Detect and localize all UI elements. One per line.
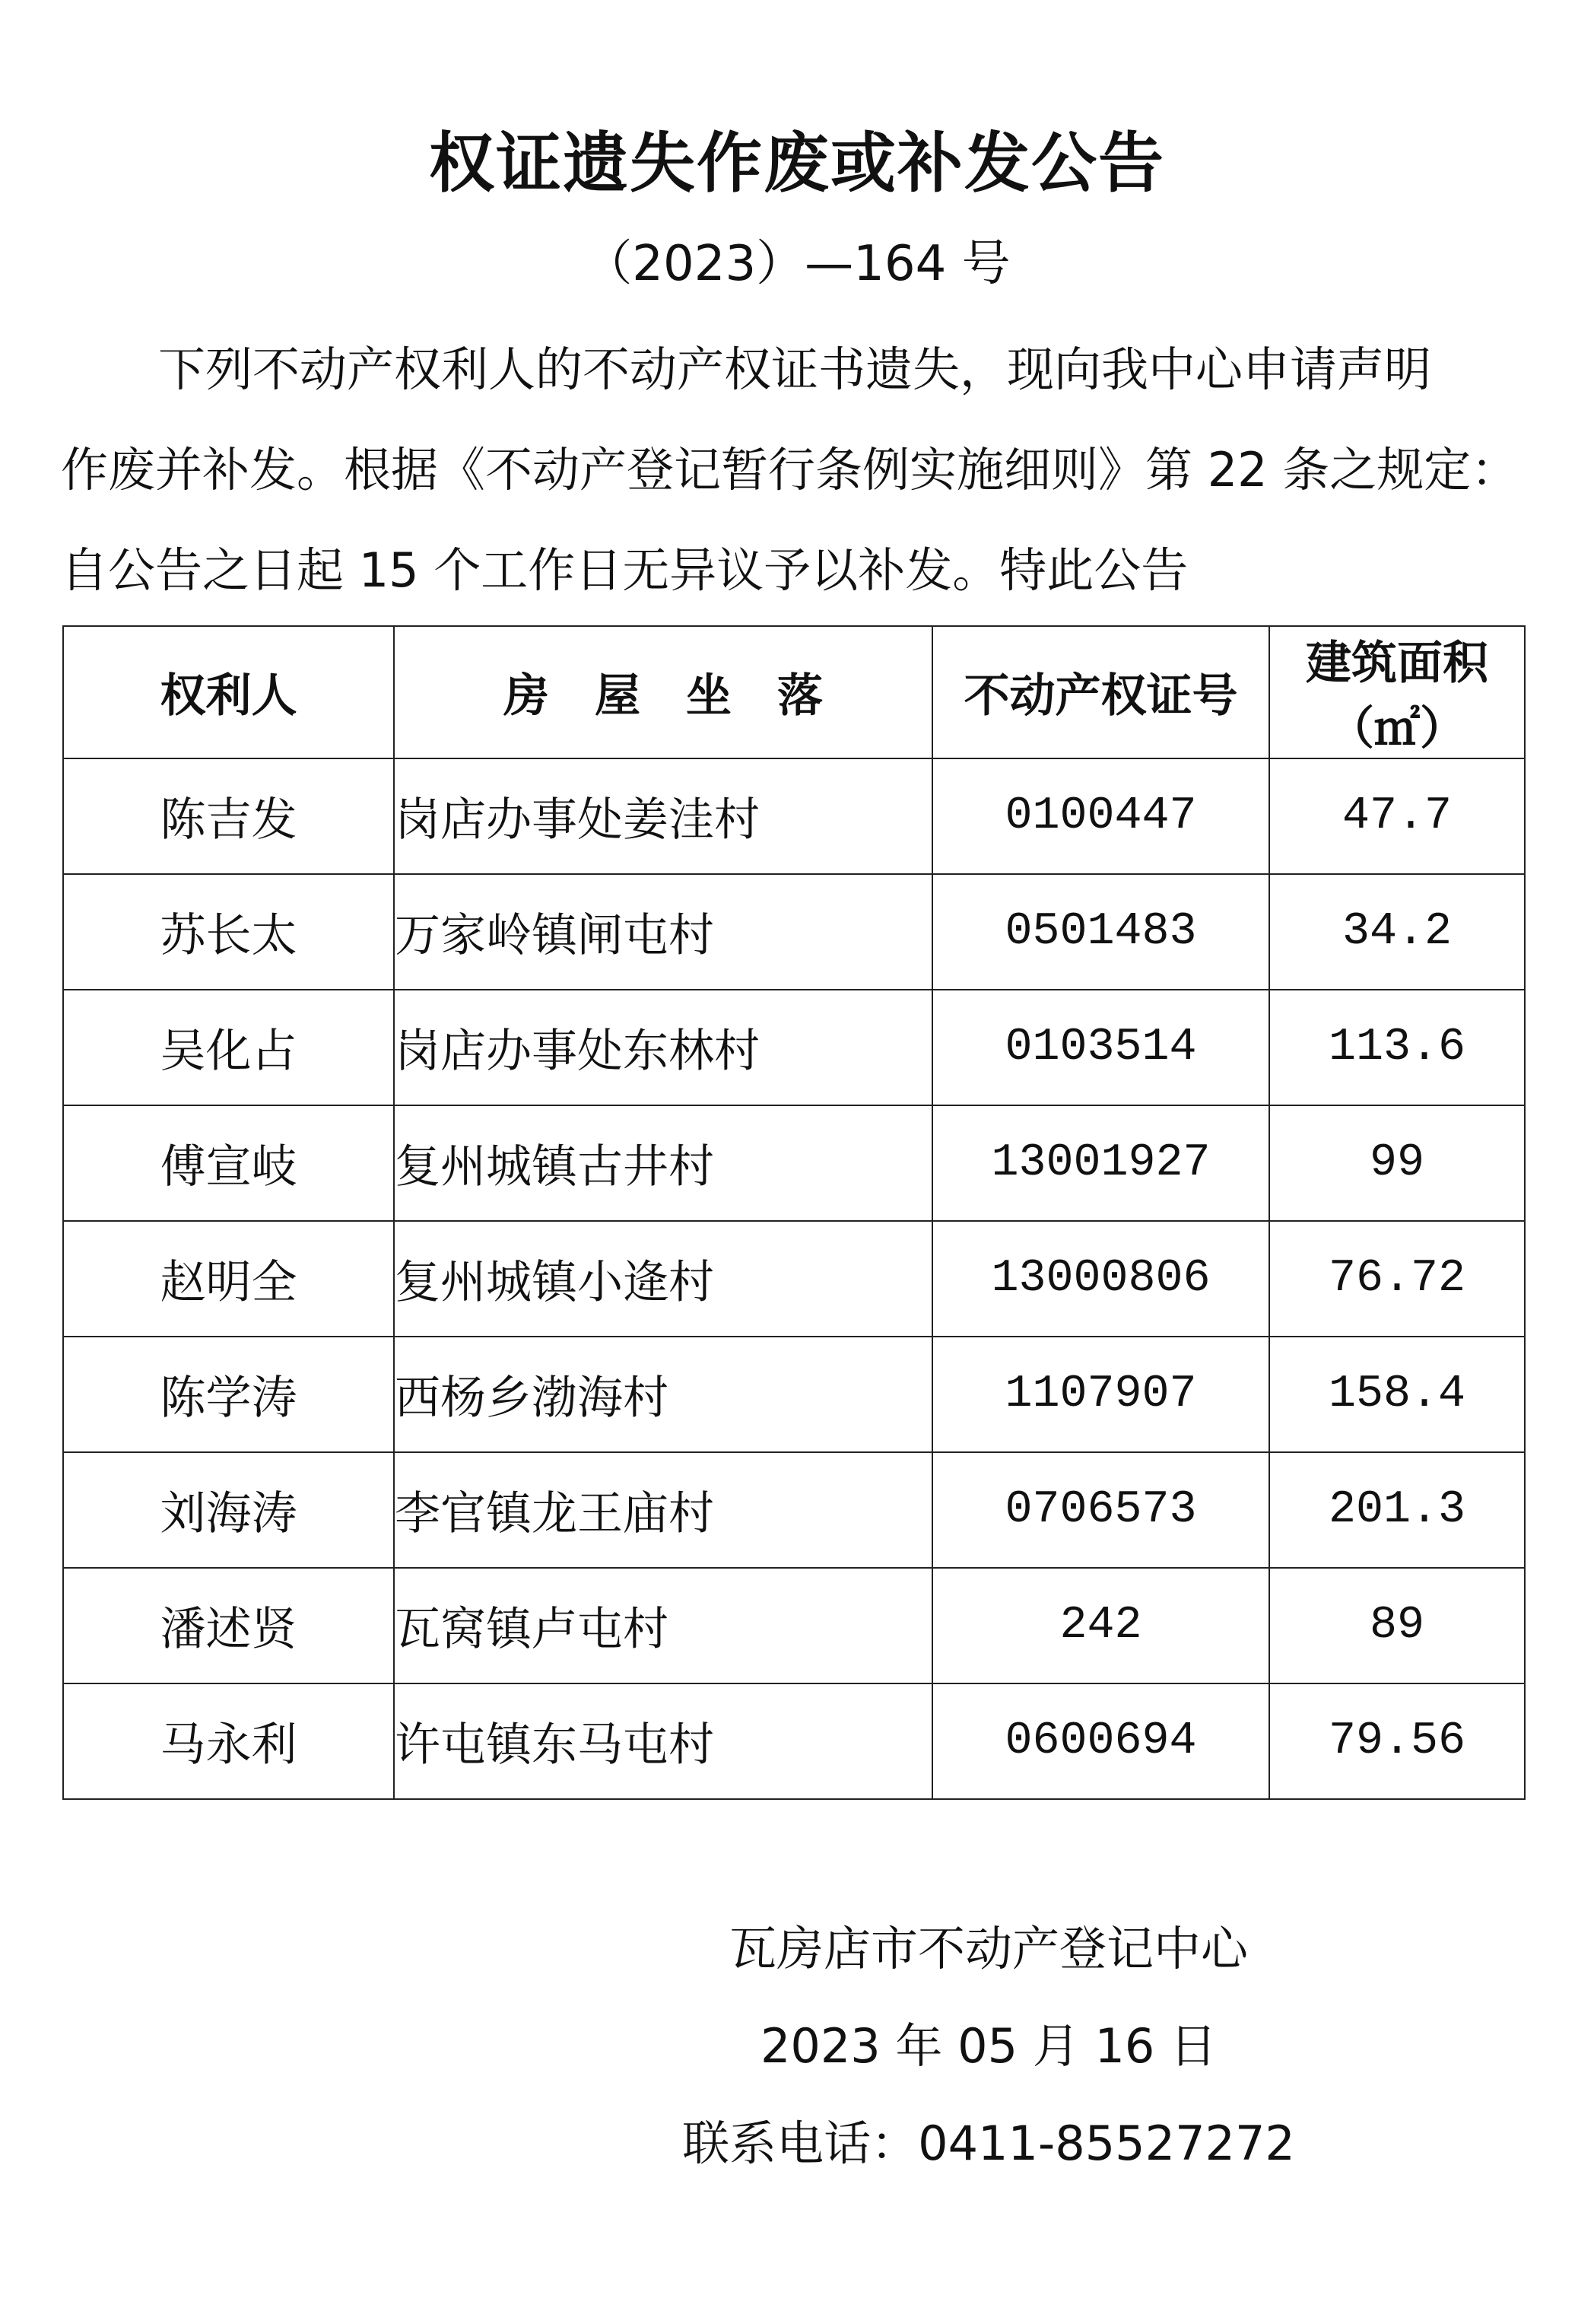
issue-date: 2023 年 05 月 16 日 — [760, 2018, 1218, 2074]
owner-cell: 傅宣岐 — [63, 1105, 394, 1221]
owner-cell: 赵明全 — [63, 1221, 394, 1337]
owner-cell: 苏长太 — [63, 874, 394, 990]
cert-no-cell: 0600694 — [932, 1683, 1269, 1799]
location-cell: 西杨乡渤海村 — [394, 1337, 932, 1452]
issuing-organization: 瓦房店市不动产登记中心 — [729, 1921, 1248, 1976]
cert-no-cell: 1107907 — [932, 1337, 1269, 1452]
table-row — [63, 1568, 1525, 1683]
area-cell: 47.7 — [1269, 758, 1525, 874]
area-cell: 79.56 — [1269, 1683, 1525, 1799]
owner-cell: 陈吉发 — [63, 758, 394, 874]
location-cell: 许屯镇东马屯村 — [394, 1683, 932, 1799]
area-cell: 158.4 — [1269, 1337, 1525, 1452]
header-area-label: 建筑面积 — [1306, 637, 1488, 690]
table-row — [63, 1683, 1525, 1799]
location-cell: 复州城镇小逄村 — [394, 1221, 932, 1337]
area-cell: 89 — [1269, 1568, 1525, 1683]
location-cell: 瓦窝镇卢屯村 — [394, 1568, 932, 1683]
owner-cell: 吴化占 — [63, 990, 394, 1105]
area-cell: 34.2 — [1269, 874, 1525, 990]
owner-cell: 马永利 — [63, 1683, 394, 1799]
area-cell: 113.6 — [1269, 990, 1525, 1105]
table-header-row — [63, 626, 1525, 758]
table-row — [63, 1337, 1525, 1452]
table-row — [63, 1221, 1525, 1337]
header-owner: 权利人 — [63, 626, 394, 758]
location-cell: 万家岭镇闸屯村 — [394, 874, 932, 990]
header-area-unit: （㎡） — [1329, 702, 1465, 755]
cert-no-cell: 0103514 — [932, 990, 1269, 1105]
location-cell: 李官镇龙王庙村 — [394, 1452, 932, 1568]
document-number: （2023）—164 号 — [583, 236, 1011, 292]
location-cell: 岗店办事处姜洼村 — [394, 758, 932, 874]
header-cert-no: 不动产权证号 — [932, 626, 1269, 758]
area-cell: 99 — [1269, 1105, 1525, 1221]
body-line-2: 作废并补发。根据《不动产登记暂行条例实施细则》第 22 条之规定： — [61, 442, 1519, 498]
table-row — [63, 990, 1525, 1105]
location-cell: 复州城镇古井村 — [394, 1105, 932, 1221]
location-cell: 岗店办事处东林村 — [394, 990, 932, 1105]
notice-title: 权证遗失作废或补发公告 — [429, 126, 1165, 202]
area-cell: 201.3 — [1269, 1452, 1525, 1568]
cert-no-cell: 13001927 — [932, 1105, 1269, 1221]
area-cell: 76.72 — [1269, 1221, 1525, 1337]
header-location: 房 屋 坐 落 — [394, 626, 932, 758]
cert-no-cell: 0100447 — [932, 758, 1269, 874]
records-table — [62, 625, 1526, 1800]
cert-no-cell: 13000806 — [932, 1221, 1269, 1337]
table-row — [63, 758, 1525, 874]
body-line-3: 自公告之日起 15 个工作日无异议予以补发。特此公告 — [61, 542, 1189, 598]
table-row — [63, 874, 1525, 990]
table-row — [63, 1105, 1525, 1221]
table-row — [63, 1452, 1525, 1568]
cert-no-cell: 0501483 — [932, 874, 1269, 990]
notice-body — [61, 320, 1536, 621]
cert-no-cell: 0706573 — [932, 1452, 1269, 1568]
cert-no-cell: 242 — [932, 1568, 1269, 1683]
body-line-1: 下列不动产权利人的不动产权证书遗失，现向我中心申请声明 — [158, 342, 1432, 397]
owner-cell: 陈学涛 — [63, 1337, 394, 1452]
owner-cell: 潘述贤 — [63, 1568, 394, 1683]
contact-phone: 联系电话：0411-85527272 — [682, 2116, 1295, 2171]
header-area — [1269, 626, 1525, 758]
owner-cell: 刘海涛 — [63, 1452, 394, 1568]
